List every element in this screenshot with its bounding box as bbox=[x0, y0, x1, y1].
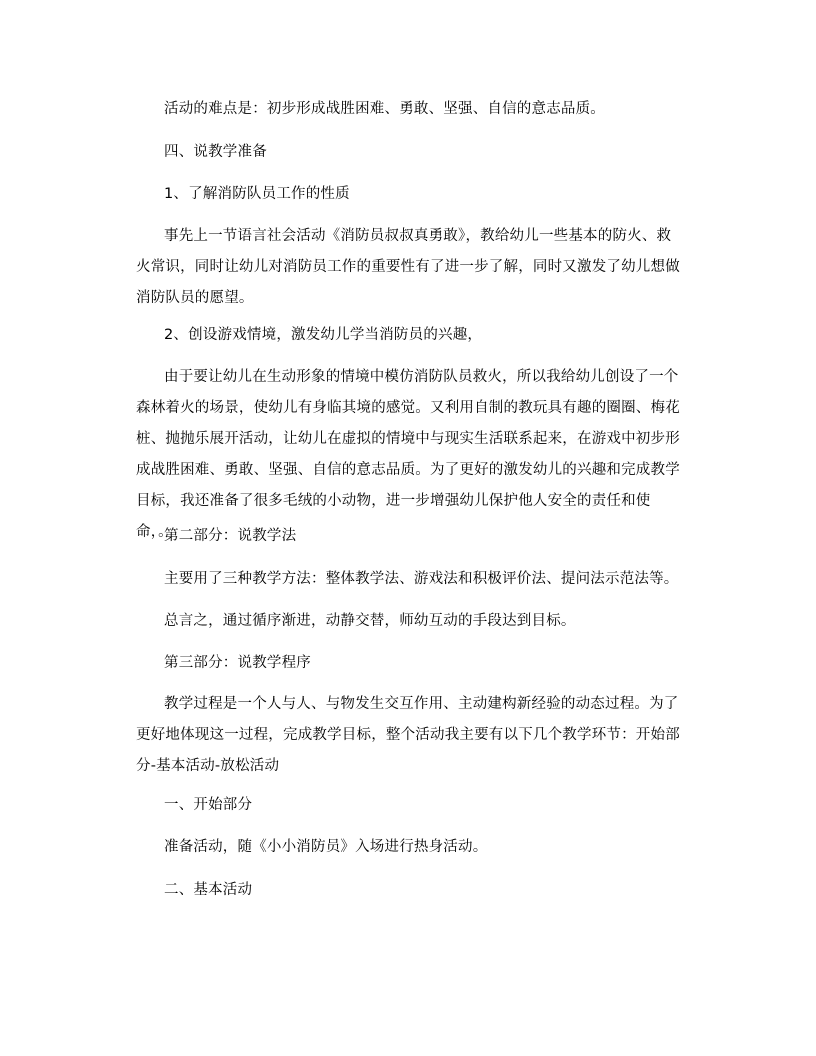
paragraph-teaching-methods: 主要用了三种教学方法：整体教学法、游戏法和积极评价法、提问法示范法等。 bbox=[164, 571, 679, 587]
heading-basic-activity: 二、基本活动 bbox=[164, 882, 253, 898]
paragraph-summary: 总言之，通过循序渐进，动静交替，师幼互动的手段达到目标。 bbox=[164, 613, 576, 629]
paragraph-language-activity: 事先上一节语言社会活动《消防员叔叔真勇敢》，教给幼儿一些基本的防火、救火常识，同时让幼儿对消防员工作的重要性有了进一步了解，同时又激发了幼儿想做消防队员的愿望。 bbox=[136, 228, 680, 306]
subheading-firefighter-work: 1、了解消防队员工作的性质 bbox=[164, 186, 350, 202]
heading-part-three: 第三部分：说教学程序 bbox=[164, 655, 311, 671]
subheading-game-scenario: 2、创设游戏情境，激发幼儿学当消防员的兴趣， bbox=[164, 327, 483, 343]
paragraph-forest-fire-scene: 由于要让幼儿在生动形象的情境中模仿消防队员救火，所以我给幼儿创设了一个森林着火的场景，使幼儿有身临其境的感觉。又利用自制的教玩具有趣的圈圈、梅花桩、抛抛乐展开活动，让幼儿在虚拟的情境中与现实生活联系起来，在游戏中初步形成战胜困难、勇敢、坚强、自信的意志品质。为了更好的激发幼儿的兴趣和完成教学目标，我还准备了很多毛绒的小动物，进一步增强幼儿保护他人安全的责任和使命，。 bbox=[136, 369, 680, 540]
paragraph-warmup: 准备活动，随《小小消防员》入场进行热身活动。 bbox=[164, 839, 488, 855]
heading-opening-section: 一、开始部分 bbox=[164, 797, 253, 813]
heading-part-two: 第二部分：说教学法 bbox=[164, 528, 297, 544]
heading-teaching-preparation: 四、说教学准备 bbox=[164, 144, 267, 160]
paragraph-teaching-process: 教学过程是一个人与人、与物发生交互作用、主动建构新经验的动态过程。为了更好地体现这一过程，完成教学目标，整个活动我主要有以下几个教学环节：开始部分-基本活动-放松活动 bbox=[136, 696, 680, 774]
paragraph-difficulty: 活动的难点是：初步形成战胜困难、勇敢、坚强、自信的意志品质。 bbox=[164, 101, 605, 117]
